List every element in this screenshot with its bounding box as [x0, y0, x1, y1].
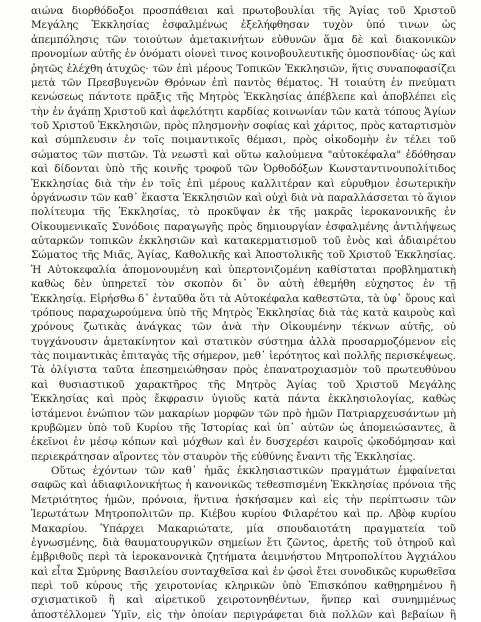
- text-line: τρόπους παραχωρούμενα ὑπὸ τῆς Μητρὸς Ἐκκλησίας διὰ τὰς κατὰ καιροὺς καὶ: [31, 306, 456, 319]
- text-line: σχισματικοῦ ἢ καὶ αἱρετικοῦ χειροτονηθέντων, ἥνπερ καὶ συνημμένως: [31, 594, 456, 607]
- text-line: ἱστάμενοι ἐνώπιον τῶν μακαρίων μορφῶν τῶν πρὸ ἡμῶν Πατριαρχευσάντων μὴ: [31, 407, 456, 420]
- text-line: καθὼς δὲν ὑπηρετεῖ τὸν σκοπὸν δι᾽ ὃν αὐτὴ ἐθεμήθη εὐχηστος ἐν τῇ: [31, 278, 456, 291]
- text-line: Ἡ Αὐτοκεφαλία ἀπομονουμένη καὶ ὑπερτονιζομένη καθίσταται προβληματικὴ: [31, 263, 456, 276]
- text-line: σαφῶς καὶ ἀδιαφιλονικήτως ἡ κανονικῶς τεθεσπισμένη Ἐκκλησίας πρόνοια τῆς: [31, 479, 456, 492]
- text-line: πολίτευμα τῆς Ἐκκλησίας, τὸ προκῦψαν ἐκ τῆς μακρᾶς ἱεροκανονικῆς ἐν: [31, 206, 456, 219]
- text-line: περιεκράτησαν αἴροντες τὸν σταυρὸν τῆς εὐθύνης ἔναντι τῆς Ἐκκλησίας.: [31, 450, 416, 463]
- text-line: Ἐκκλησίας διὰ τὴν ἐν τοῖς ἐπὶ μέρους καλλιτέραν καὶ εὐρυθμον ἐσωτερικὴν: [31, 177, 456, 190]
- text-line: προνομίων αὐτῆς ἐν ὀνόματι οἱονεὶ τινος κοινοβουλευτικῆς ὁμοσπονδίας· ὡς καὶ: [31, 48, 456, 61]
- text-line: Σώματος τῆς Μιᾶς, Ἁγίας, Καθολικῆς καὶ Ἀποστολικῆς τοῦ Χριστοῦ Ἐκκλησίας.: [31, 249, 456, 262]
- text-line: ἐκεῖνοι ἐν μέσῳ κόπων καὶ μόχθων καὶ ἐν δυσχερέσι καιροῖς ᾠκοδόμησαν καὶ: [31, 436, 456, 449]
- text-line: ἐγνωσμένης, διὰ θαυματουργικῶν σημείων ἔτι ζῶντος, ἀρετῆς τοῦ ὁτηροῦ καὶ: [31, 536, 456, 549]
- text-line: καὶ δίδονται ὑπὸ τῆς κοινῆς τροφοῦ τῶν Ὀρθοδόξων Κωνσταντινουπολίτιδος: [31, 163, 456, 176]
- text-line: σώματος τῶν πιστῶν. Τὰ νεωστὶ καὶ οὕτω καλούμενα "αὐτοκέφαλα" ἐδόθησαν: [31, 148, 456, 161]
- text-line: Ἐκκλησίας καὶ πρὸς ἔκφρασιν ὑγιοῦς κατὰ πάντα ἐκκλησιολογίας, καθὼς: [31, 393, 456, 406]
- text-line: χρόνους ζωτικὰς ἀνάγκας τῶν ἀνὰ τὴν Οἰκουμένην τέκνων αὐτῆς, οὐ: [31, 321, 456, 334]
- text-line: μετὰ τῶν Πρεσβυγενῶν Θρόνων ἐπὶ παντὸς θέματος. Ἡ τοιαύτη ἐν πνεύματι: [31, 76, 456, 89]
- text-line: καὶ σύμπλευσιν ἐν τοῖς ποιμαντικοῖς θέμασι, πρὸς οἰκοδομὴν ἐν τέλει τοῦ: [31, 134, 456, 147]
- text-line: τυγχάνουσιν ἀμετακίνητον καὶ στατικὸν σύστημα ἀλλὰ προσαρμοζόμενον εἰς: [31, 335, 456, 348]
- text-line: ἀποστέλλομεν Ὑμῖν, εἰς τὴν ὁποίαν περιγράφεται διὰ πολλῶν καὶ βεβαίων ἢ: [31, 608, 456, 621]
- letter-body-text: [31, 4, 456, 622]
- text-line: ῥητῶς ἐλέχθη ἀτυχῶς· τῶν ἐπὶ μέρους Τοπικῶν Ἐκκλησιῶν, ἥτις συναποφασίζει: [31, 62, 456, 75]
- text-line: τοῦ Χριστοῦ Ἐκκλησιῶν, πρὸς πλησμονὴν σοφίας καὶ χάριτος, πρὸς καταρτισμὸν: [31, 120, 456, 132]
- text-line: ἐμβριθοῦς περὶ τὰ ἱεροκανονικὰ ζητήματα ἀειμνήστου Μητροπολίτου Ἀγχιάλου: [31, 551, 456, 564]
- text-line: ὀργάνωσιν τῶν καθ᾽ ἕκαστα Ἐκκλησιῶν καὶ οὐχὶ διὰ νὰ παραλλάσσεται τὸ ἅγιον: [31, 191, 456, 204]
- text-line: αιώνα διορθόδοξοι προσπάθειαι καὶ πρωτοβουλίαι τῆς Ἁγίας τοῦ Χριστοῦ: [31, 5, 456, 17]
- text-line: Οἰκουμενικαῖς Συνόδοις παραγωγῆς πρὸς δημιουργίαν ἐσφαλμένης ἀντιλήψεως: [31, 220, 456, 233]
- text-line: περὶ τοῦ κύρους τῆς χειροτονίας κληρικῶν ὑπὸ Ἐπισκόπου καθῃρημένου ἢ: [31, 580, 456, 592]
- text-line: καὶ εἶτα Σμύρνης Βασιλείου συνταχθεῖσα καὶ ἐν ᾡσοὶ ἔτει συνοδικῶς κυρωθεῖσα: [31, 565, 456, 578]
- text-line: Τὰ ὀλίγιστα ταῦτα ἐπεσημειώθησαν πρὸς ἐπανατροχιασμὸν τοῦ πρωτευθύνου: [31, 364, 456, 377]
- text-line: Οὕτως ἐχόντων τῶν καθ᾽ ἡμᾶς ἐκκλησιαστικῶν πραγμάτων ἐμφαίνεται: [51, 465, 456, 477]
- text-line: αὐταρκῶν τοπικῶν ἐκκλησιῶν καὶ κατακερματισμοῦ τοῦ ἑνὸς καὶ ἀδιαιρέτου: [31, 235, 456, 247]
- text-line: ἀπεμπόλησις τῶν τοιούτων ἀμετακινήτων εὐθυνῶν ἅμα δὲ καὶ διακονικῶν: [31, 33, 456, 46]
- text-line: Ἐκκλησίᾳ. Εἰρήσθω δ᾽ ἐνταῦθα ὅτι τὰ Αὐτοκέφαλα καθεστῶτα, τὰ ὑφ᾽ ὅρους καὶ: [31, 292, 456, 305]
- text-line: κενώσεως πάντοτε πρᾶξις τῆς Μητρὸς Ἐκκλησίας ἀπέβλεπε καὶ ἀποβλέπει εἰς: [31, 91, 456, 104]
- text-line: τὴν ἐν ἀγάπῃ Χριστοῦ καὶ ἀφελότητι καρδίας κοινωνίαν τῶν κατὰ τόπους Ἁγίων: [31, 105, 456, 118]
- text-line: Μακαρίου. Ὑπάρχει Μακαριώτατε, μία σπουδαιοτάτη πραγματεία τοῦ: [31, 522, 456, 535]
- text-line: καὶ θυσιαστικοῦ χαρακτῆρος τῆς Μητρὸς Ἁγίας τοῦ Χριστοῦ Μεγάλης: [31, 378, 456, 391]
- text-line: Μεγάλης Ἐκκλησίας ἐσφαλμένως ἐξελήφθησαν τυχὸν ὑπό τινων ὡς: [31, 19, 456, 32]
- text-line: τὰς ποιμαντικὰς ἐπιταγὰς τῆς σήμερον, μεθ᾽ ἱερότητος καὶ πολλῆς περισκέψεως.: [31, 350, 456, 362]
- text-line: Ἱερωτάτων Μητροπολιτῶν πρ. Κιέβου κυρίου Φιλαρέτου καὶ πρ. Λβὸφ κυρίου: [31, 508, 456, 521]
- text-line: Μετριότητος ἡμῶν, πρόνοια, ἥντινα ἠσκήσαμεν καὶ εἰς τὴν περίπτωσιν τῶν: [31, 493, 456, 506]
- text-line: κρυβῶμεν ὑπὸ τοῦ Κυρίου τῆς Ἱστορίας καὶ ὑπ᾽ αὐτῶν ὡς ἀπομειώσαντες, ἃ: [31, 421, 456, 434]
